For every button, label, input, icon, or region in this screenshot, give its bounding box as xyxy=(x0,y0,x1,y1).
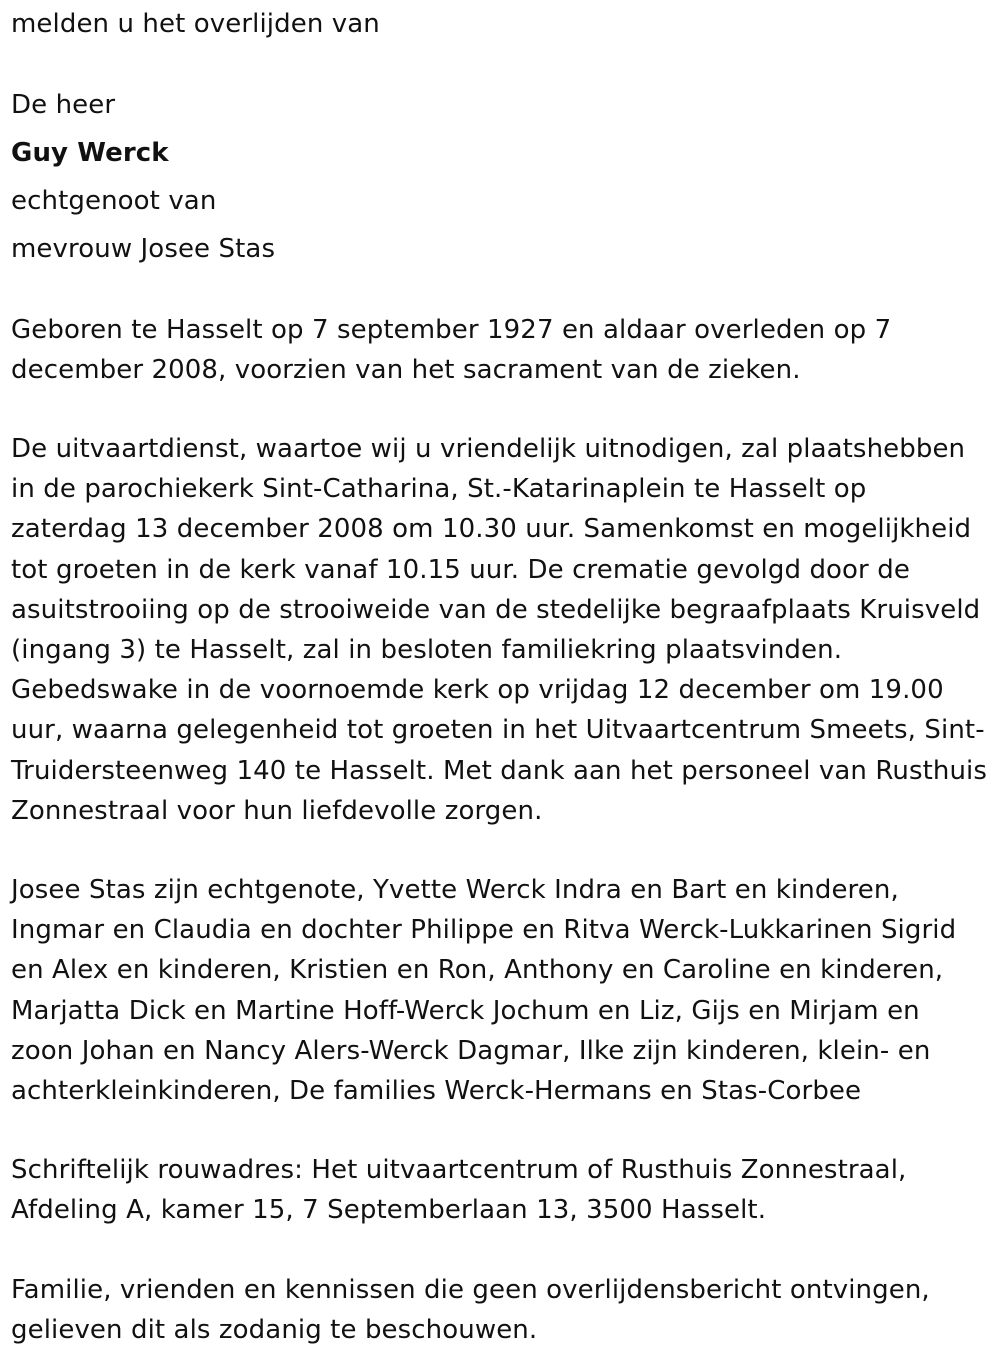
address-paragraph: Schriftelijk rouwadres: Het uitvaartcentrum of Rusthuis Zonnestraal, Afdeling A, kamer 15, 7 Septemberlaan 13, 3500 Hasselt. xyxy=(11,1155,907,1226)
birth-death-paragraph: Geboren te Hasselt op 7 september 1927 en aldaar overleden op 7 december 2008, voorzien van het sacrament van de zieken. xyxy=(11,315,892,386)
family-paragraph: Josee Stas zijn echtgenote, Yvette Werck Indra en Bart en kinderen, Ingmar en Claudia en dochter Philippe en Ritva Werck-Lukkarinen Sigrid en Alex en kinderen, Kristien en Ron, Anthony en Caroline en kinderen, Marjatta Dick en Martine Hoff-Werck Jochum en Liz, Gijs en Mirjam en zoon Johan en Nancy Alers-Werck Dagmar, Ilke zijn kinderen, klein- en achterkleinkinderen, De families Werck-Hermans en Stas-Corbee xyxy=(11,875,957,1107)
closing-paragraph: Familie, vrienden en kennissen die geen overlijdensbericht ontvingen, gelieven dit als zodanig te beschouwen. xyxy=(11,1275,930,1346)
title-line: De heer xyxy=(11,90,116,120)
ceremony-paragraph: De uitvaartdienst, waartoe wij u vriendelijk uitnodigen, zal plaatshebben in de parochiekerk Sint-Catharina, St.-Katarinaplein te Hasselt op zaterdag 13 december 2008 om 10.30 uur. Samenkomst en mogelijkheid tot groeten in de kerk vanaf 10.15 uur. De crematie gevolgd door de asuitstrooiing op de strooiweide van de stedelijke begraafplaats Kruisveld (ingang 3) te Hasselt, zal in besloten familiekring plaatsvinden. Gebedswake in de voornoemde kerk op vrijdag 12 december om 19.00 uur, waarna gelegenheid tot groeten in het Uitvaartcentrum Smeets, Sint-Truidersteenweg 140 te Hasselt. Met dank aan het personeel van Rusthuis Zonnestraal voor hun liefdevolle zorgen. xyxy=(11,434,988,826)
deceased-name: Guy Werck xyxy=(11,138,169,168)
spouse-name: mevrouw Josee Stas xyxy=(11,234,276,264)
intro-line: melden u het overlijden van xyxy=(11,9,380,39)
spouse-label: echtgenoot van xyxy=(11,186,217,216)
